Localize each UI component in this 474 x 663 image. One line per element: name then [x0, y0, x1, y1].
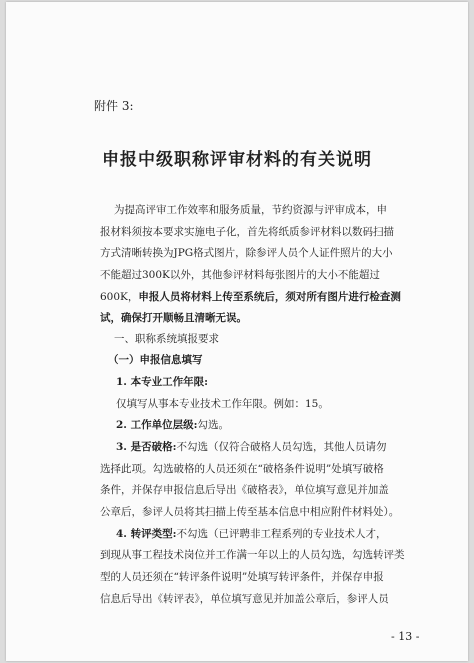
item-3-line-4: 公章后，参评人员将其扫描上传至基本信息中相应附件材料处）。 [100, 506, 400, 518]
intro-line-3: 方式清晰转换为JPG格式图片，除参评人员个人证件照片的大小 [100, 247, 393, 259]
document-title: 申报中级职称评审材料的有关说明 [102, 150, 372, 170]
item-3-line-1 [116, 439, 387, 455]
intro-line-2: 报材料须按本要求实施电子化，首先将纸质参评材料以数码扫描 [100, 226, 394, 238]
item-3-heading: 3. 是否破格: [116, 441, 177, 453]
intro-line-5 [100, 289, 401, 305]
item-2-heading: 2. 工作单位层级: [116, 419, 198, 431]
item-2 [116, 417, 229, 433]
item-1-heading: 1. 本专业工作年限: [116, 376, 208, 388]
item-4-line-1 [116, 526, 387, 542]
intro-line-4: 不能超过300K以外，其他参评材料每张图片的大小不能超过 [100, 269, 380, 281]
item-2-text: 勾选。 [197, 419, 229, 431]
page-number: - 13 - [391, 630, 420, 643]
item-4-line-4: 信息后导出《转评表》，单位填写意见并加盖公章后，参评人员 [100, 593, 389, 605]
subsection-heading: （一）申报信息填写 [108, 354, 203, 366]
intro-line-6: 试，确保打开顺畅且清晰无误。 [100, 312, 247, 324]
item-3-line-2: 选择此项。勾选破格的人员还须在“破格条件说明”处填写破格 [100, 463, 384, 475]
item-4-heading: 4. 转评类型: [116, 528, 177, 540]
section-heading: 一、职称系统填报要求 [114, 333, 219, 345]
intro-line-5-bold: 申报人员将材料上传至系统后，须对所有图片进行检查测 [138, 291, 401, 303]
attachment-label: 附件 3: [94, 99, 134, 113]
item-4-text: 不勾选（已评聘非工程系列的专业技术人才， [176, 528, 387, 540]
item-3-line-3: 条件，并保存申报信息后导出《破格表》，单位填写意见并加盖 [100, 484, 389, 496]
intro-line-1: 为提高评审工作效率和服务质量，节约资源与评审成本，申 [114, 204, 387, 216]
intro-line-5-normal: 600K， [100, 291, 139, 303]
item-1-text: 仅填写从事本专业技术工作年限。例如：15。 [116, 398, 329, 410]
item-3-text: 不勾选（仅符合破格人员勾选，其他人员请勿 [176, 441, 387, 453]
document-page [6, 2, 468, 661]
item-4-line-2: 到现从事工程技术岗位并工作满一年以上的人员勾选，勾选转评类 [100, 549, 405, 561]
item-4-line-3: 型的人员还须在“转评条件说明”处填写转评条件，并保存申报 [100, 571, 384, 583]
